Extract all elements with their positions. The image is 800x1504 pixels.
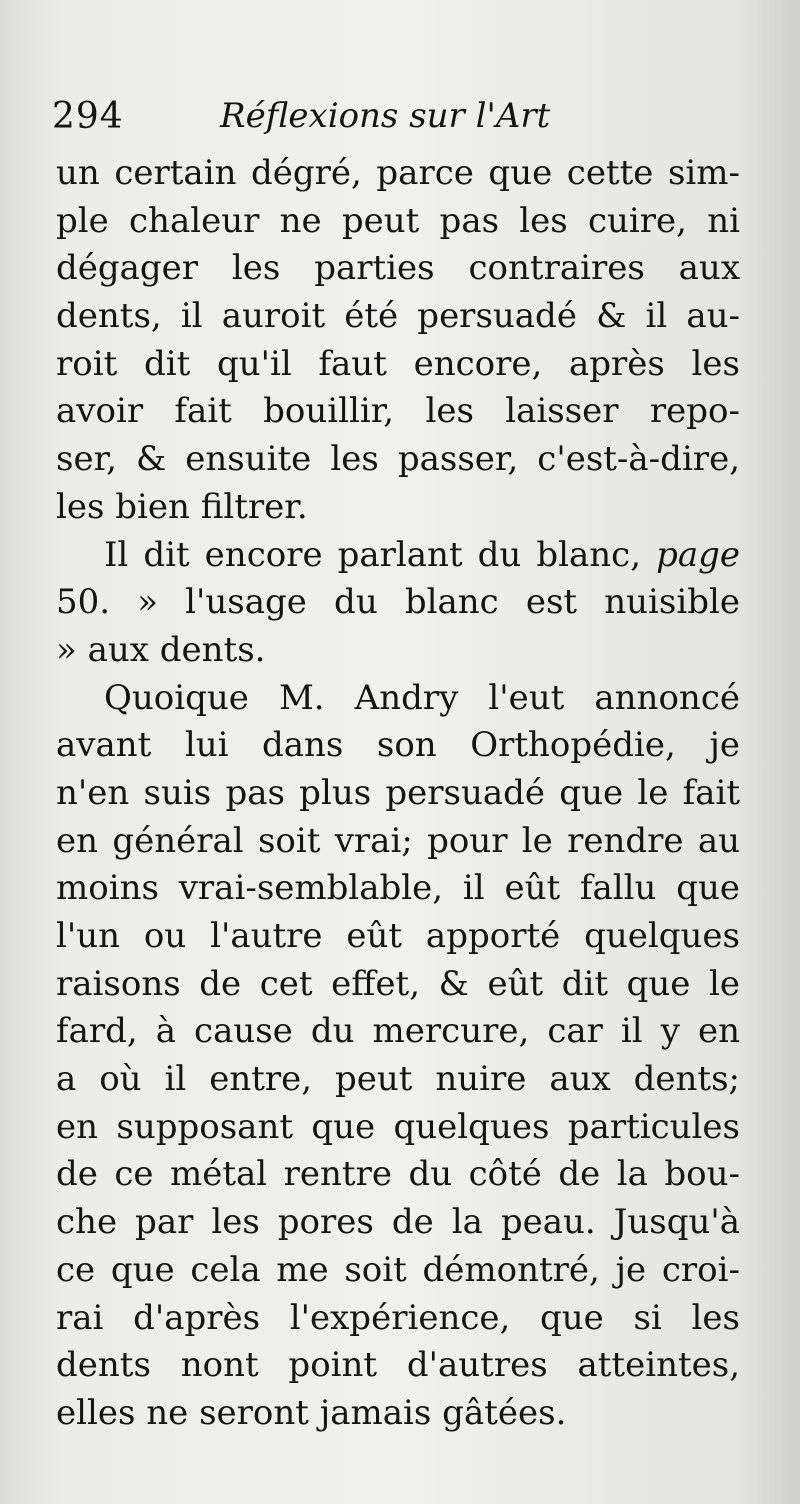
text-line: ser, & ensuite les passer, c'est-à-dire, (56, 439, 740, 480)
text-line: avoir fait bouillir, les laisser repo- (56, 391, 740, 432)
text-line: moins vrai-semblable, il eût fallu que (56, 868, 740, 909)
text-line: les bien filtrer. (56, 486, 308, 527)
text-line: a où il entre, peut nuire aux dents; (56, 1059, 740, 1100)
text-line: Quoique M. Andry l'eut annoncé (104, 677, 740, 718)
text-line: un certain dégré, parce que cette sim- (56, 153, 740, 193)
paragraph-2 (56, 532, 740, 675)
text-line: l'un ou l'autre eût apporté quelques (56, 916, 740, 956)
text-line: ple chaleur ne peut pas les cuire, ni (56, 200, 740, 241)
text-line: » aux dents. (56, 629, 266, 670)
text-line: fard, à cause du mercure, car il y en (56, 1011, 740, 1052)
text-line: en supposant que quelques particules (56, 1106, 740, 1147)
paragraph-3 (56, 675, 740, 1438)
text-line: rai d'après l'expérience, que si les (56, 1297, 740, 1338)
page-number: 294 (52, 96, 124, 137)
text-line: dents nont point d'autres atteintes, (56, 1345, 740, 1386)
running-title: Réflexions sur l'Art (220, 96, 551, 136)
paragraph-1 (56, 150, 740, 532)
text-line: roit dit qu'il faut encore, après les (56, 343, 740, 384)
text-line: de ce métal rentre du côté de la bou- (56, 1154, 740, 1195)
text-line (56, 532, 740, 580)
text-line: 50. » l'usage du blanc est nuisible (56, 582, 740, 623)
text-line: raisons de cet effet, & eût dit que le (56, 963, 740, 1004)
text-segment: Il dit encore parlant du blanc, (104, 534, 642, 575)
text-line: ce que cela me soit démontré, je croi- (56, 1249, 740, 1290)
page-reference: page (656, 534, 740, 575)
text-line: en général soit vrai; pour le rendre au (56, 820, 740, 861)
text-line: dents, il auroit été persuadé & il au- (56, 296, 740, 337)
text-line: dégager les parties contraires aux (56, 248, 740, 289)
page-header (52, 96, 740, 148)
text-line: n'en suis pas plus persuadé que le fait (56, 772, 740, 813)
text-line: elles ne seront jamais gâtées. (56, 1392, 567, 1433)
body-text (56, 150, 740, 1438)
text-line: avant lui dans son Orthopédie, je (56, 725, 740, 766)
text-line: che par les pores de la peau. Jusqu'à (56, 1202, 740, 1243)
